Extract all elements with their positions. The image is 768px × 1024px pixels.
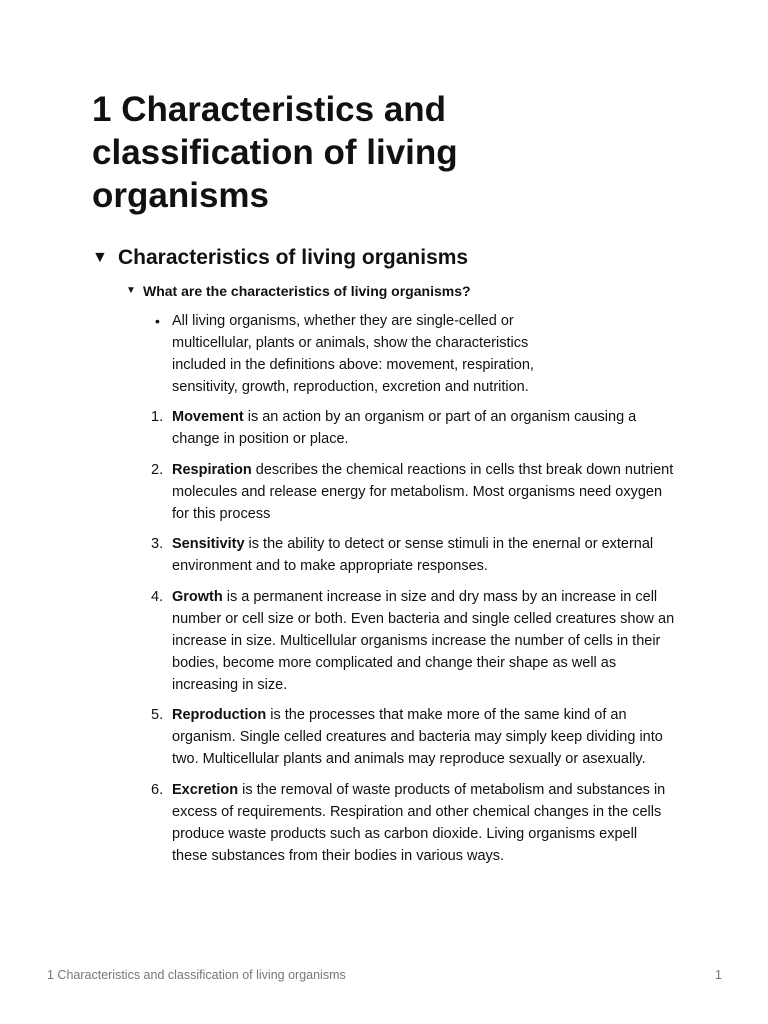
characteristics-list	[151, 406, 676, 875]
definition: is a permanent increase in size and dry mass by an increase in cell number or cell size or both. Even bacteria and single celled creatures show an increase in size. Multicellular organisms increase the number of cells in their bodies, become more complicated and change their shape as well as increasing in size.	[172, 588, 675, 693]
subsection-toggle[interactable]	[126, 281, 471, 301]
section-toggle[interactable]	[92, 243, 468, 273]
list-number: 1.	[151, 409, 164, 425]
list-item	[151, 704, 676, 770]
definition: is the removal of waste products of metabolism and substances in excess of requirements. Respiration and other chemical changes in the cells produce waste products such as carbon dioxide. Living organisms expell these substances from their bodies in various ways.	[172, 781, 666, 864]
triangle-down-icon[interactable]: ▼	[92, 249, 108, 266]
page-title: 1 Characteristics and classification of living organisms	[92, 90, 458, 215]
list-number: 5.	[151, 707, 164, 723]
list-item	[151, 779, 676, 867]
bullet-item	[155, 310, 572, 398]
list-item	[151, 459, 676, 525]
term: Movement	[172, 409, 244, 425]
section-heading: Characteristics of living organisms	[118, 246, 469, 269]
bullet-text: All living organisms, whether they are single-celled or multicellular, plants or animals, show the characteristics included in the definitions above: movement, respiration, sensitivity, growth, reproduction, excretion and nutrition.	[172, 313, 534, 395]
page-number: 1	[715, 968, 722, 982]
term: Sensitivity	[172, 536, 245, 552]
definition: is an action by an organism or part of an organism causing a change in position or place.	[172, 409, 637, 447]
definition: is the processes that make more of the same kind of an organism. Single celled creatures and bacteria may simply keep dividing into two. Multicellular plants and animals may reproduce sexually or asexually.	[172, 707, 663, 767]
list-item	[151, 406, 676, 450]
subsection-heading: What are the characteristics of living organisms?	[143, 283, 471, 299]
bullet-icon: •	[155, 313, 160, 329]
definition: describes the chemical reactions in cells thst break down nutrient molecules and release energy for metabolism. Most organisms need oxygen for this process	[172, 461, 674, 522]
list-number: 6.	[151, 781, 164, 798]
list-number: 3.	[151, 536, 164, 552]
term: Reproduction	[172, 707, 267, 723]
term: Respiration	[172, 461, 252, 478]
list-item	[151, 586, 676, 696]
triangle-down-icon[interactable]: ▼	[126, 285, 136, 296]
list-number: 4.	[151, 588, 164, 605]
footer-title: 1 Characteristics and classification of living organisms	[47, 968, 346, 982]
term: Growth	[172, 588, 223, 605]
list-item	[151, 533, 676, 577]
list-number: 2.	[151, 461, 164, 478]
term: Excretion	[172, 781, 239, 798]
definition: is the ability to detect or sense stimuli in the enernal or external environment and to make appropriate responses.	[172, 536, 654, 574]
